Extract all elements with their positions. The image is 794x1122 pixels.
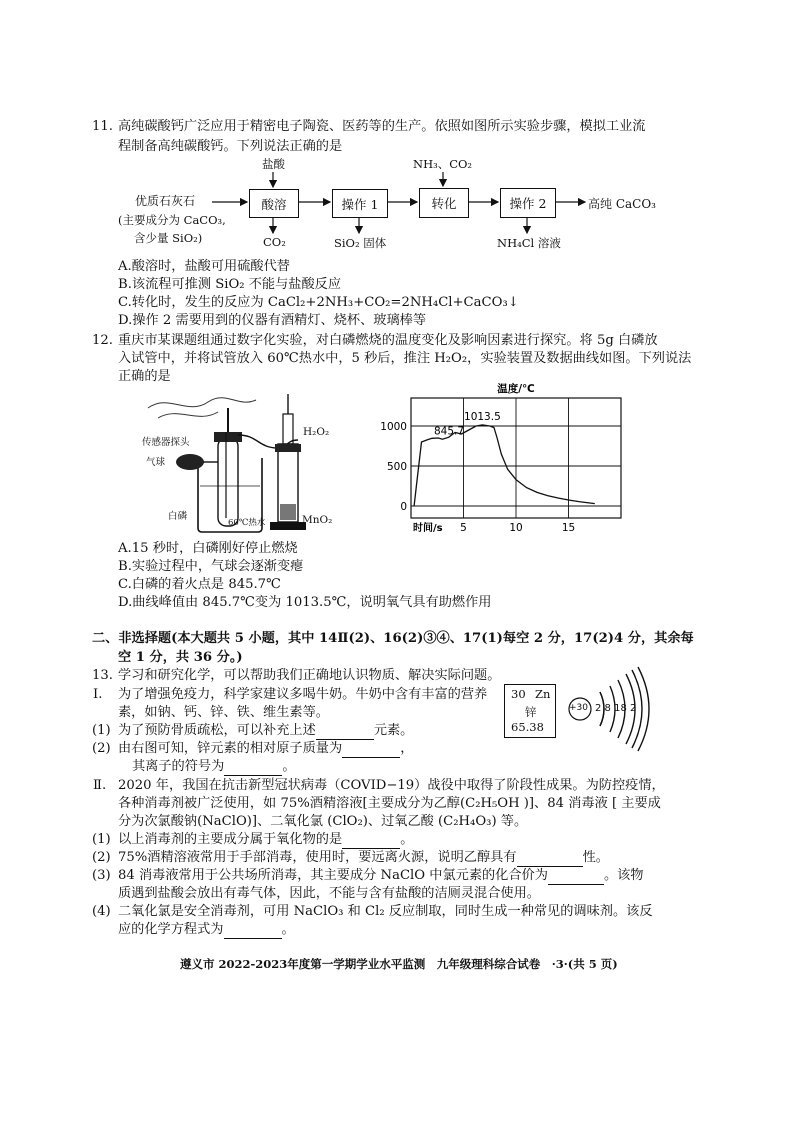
reagent-label: 盐酸 <box>262 157 285 171</box>
sub-question-text: 75%酒精溶液常用于手部消毒，使用时，要远离火源，说明乙醇具有 <box>118 850 517 865</box>
sub-question-text: 质遇到盐酸会放出有毒气体，因此，不能与含有盐酸的洁厕灵混合使用。 <box>118 886 540 901</box>
sub-question-number: (4) <box>92 904 111 919</box>
sub-question-number: (2) <box>92 741 111 756</box>
atomic-mass: 65.38 <box>511 720 544 734</box>
sub-question-text: 二氧化氯是安全消毒剂，可用 NaClO₃ 和 Cl₂ 反应制取，同时生成一种常见的调味剂。该反 <box>118 904 653 919</box>
product-label: NH₄Cl 溶液 <box>497 236 561 250</box>
sub-question-text: 由右图可知，锌元素的相对原子质量为 <box>118 741 343 756</box>
sub-question-number: (3) <box>92 868 111 883</box>
option-d: D.曲线峰值由 845.7℃变为 1013.5℃，说明氧气具有助燃作用 <box>118 595 492 610</box>
answer-blank[interactable] <box>548 870 604 885</box>
question-stem: 入试管中，并将试管放入 60℃热水中，5 秒后，推注 H₂O₂，实验装置及数据曲线如图。下列说法 <box>118 351 692 366</box>
phosphorus-label: 白磷 <box>168 511 188 522</box>
flow-step-label: 操作 2 <box>509 196 547 211</box>
sub-question-text: 性。 <box>582 850 609 865</box>
sub-question-text: 。该物 <box>603 868 644 883</box>
sub-question-number: (1) <box>92 832 111 847</box>
sub-question <box>132 758 296 776</box>
sub-question-text: 。 <box>400 832 414 847</box>
x-tick-label: 15 <box>561 522 576 534</box>
product-label: CO₂ <box>263 235 286 249</box>
part-text: 为了增强免疫力，科学家建议多喝牛奶。牛奶中含有丰富的营养 <box>118 687 488 702</box>
part-number: Ⅱ. <box>93 778 107 793</box>
part-text: 素，如钠、钙、锌、铁、维生素等。 <box>118 705 329 720</box>
flow-arrows <box>0 0 794 260</box>
element-name: 锌 <box>525 705 537 719</box>
part-text: 各种消毒剂被广泛使用，如 75%酒精溶液[主要成分为乙醇(C₂H₅OH )]、84 消毒液 [ 主要成 <box>118 796 661 811</box>
question-stem: 正确的是 <box>118 369 171 384</box>
sub-question-text: 。 <box>281 922 295 937</box>
section-heading: 二、非选择题(本大题共 5 小题，其中 14Ⅱ(2)、16(2)③④、17(1)每空 2 分，17(2)4 分，其余每 <box>92 631 694 646</box>
answer-blank[interactable] <box>224 761 282 776</box>
sub-question <box>118 722 413 740</box>
raw-material-note: 含少量 SiO₂) <box>134 231 203 245</box>
sub-question-number: (2) <box>92 850 111 865</box>
section-heading: 空 1 分，共 36 分。) <box>118 650 243 665</box>
part-text: 2020 年，我国在抗击新型冠状病毒（COVID−19）战役中取得了阶段性成果。为防控疫情， <box>118 778 665 793</box>
option-d: D.操作 2 需要用到的仪器有酒精灯、烧杯、玻璃棒等 <box>118 313 427 328</box>
water-label: 60℃热水 <box>228 518 266 528</box>
part-text: 分为次氯酸钠(NaClO)]、二氧化氯 (ClO₂)、过氧乙酸 (C₂H₄O₃) 等。 <box>118 814 528 829</box>
h2o2-label: H₂O₂ <box>303 426 330 438</box>
electron-shells: 2 8 18 2 <box>595 703 637 714</box>
peak-label: 845.7 <box>434 425 465 438</box>
answer-blank[interactable] <box>316 725 374 740</box>
part-number: Ⅰ. <box>93 687 103 702</box>
question-stem: 重庆市某课题组通过数字化实验，对白磷燃烧的温度变化及影响因素进行探究。将 5g 白磷放 <box>118 333 658 348</box>
y-tick-label: 0 <box>400 501 407 513</box>
sub-question-text: ， <box>400 741 414 756</box>
sub-question-text: 84 消毒液常用于公共场所消毒，其主要成分 NaClO 中氯元素的化合价为 <box>118 868 548 883</box>
question-stem: 高纯碳酸钙广泛应用于精密电子陶瓷、医药等的生产。依照如图所示实验步骤，模拟工业流 <box>118 119 646 134</box>
sub-question <box>118 740 413 758</box>
x-tick-label: 10 <box>509 522 523 534</box>
answer-blank[interactable] <box>224 924 282 939</box>
raw-material-note: (主要成分为 CaCO₃, <box>118 213 226 227</box>
answer-blank[interactable] <box>342 743 400 758</box>
option-c: C.白磷的着火点是 845.7℃ <box>118 577 281 592</box>
x-tick-label: 5 <box>460 522 467 534</box>
peak-label: 1013.5 <box>464 410 501 423</box>
sub-question-text: 应的化学方程式为 <box>118 922 224 937</box>
answer-blank[interactable] <box>517 852 583 867</box>
question-stem: 程制备高纯碳酸钙。下列说法正确的是 <box>118 139 343 154</box>
product-label: SiO₂ 固体 <box>334 236 387 250</box>
option-a: A.酸溶时，盐酸可用硫酸代替 <box>118 259 290 274</box>
sensor-label: 传感器探头 <box>142 437 190 448</box>
sub-question-text: 以上消毒剂的主要成分属于氧化物的是 <box>118 832 343 847</box>
temperature-chart <box>378 378 638 536</box>
element-symbol: Zn <box>535 687 551 701</box>
y-tick-label: 500 <box>386 461 407 473</box>
option-b: B.实验过程中，气球会逐渐变瘪 <box>118 559 304 574</box>
option-c: C.转化时，发生的反应为 CaCl₂+2NH₃+CO₂=2NH₄Cl+CaCO₃↓ <box>118 295 519 310</box>
sub-question <box>118 831 413 849</box>
sub-question <box>118 921 295 939</box>
x-axis-label: 时间/s <box>413 523 443 534</box>
final-product-label: 高纯 CaCO₃ <box>588 197 656 211</box>
answer-blank[interactable] <box>342 834 400 849</box>
page-footer: 遵义市 2022-2023年度第一学期学业水平监测 九年级理科综合试卷 ·3·(共 5 页) <box>180 957 618 971</box>
y-axis-label: 温度/℃ <box>497 383 535 395</box>
sub-question <box>118 867 644 885</box>
raw-material-label: 优质石灰石 <box>135 194 196 208</box>
flow-step-label: 操作 1 <box>341 196 379 212</box>
sub-question <box>118 849 609 867</box>
question-number: 11. <box>92 119 113 134</box>
sub-question-number: (1) <box>92 723 111 738</box>
reagent-label: NH₃、CO₂ <box>413 157 473 171</box>
flow-step-label: 酸溶 <box>261 196 287 212</box>
sub-question-text: 元素。 <box>373 723 414 738</box>
question-intro: 学习和研究化学，可以帮助我们正确地认识物质、解决实际问题。 <box>118 668 501 683</box>
atomic-number: 30 <box>511 687 526 701</box>
option-a: A.15 秒时，白磷刚好停止燃烧 <box>118 541 298 556</box>
question-number: 13. <box>92 668 113 683</box>
sub-question-text: 其离子的符号为 <box>132 759 225 774</box>
mno2-label: MnO₂ <box>302 514 333 526</box>
nucleus-charge: +30 <box>569 703 588 713</box>
option-b: B.该流程可推测 SiO₂ 不能与盐酸反应 <box>118 277 342 292</box>
flow-step-label: 转化 <box>431 196 457 211</box>
y-tick-label: 1000 <box>380 421 407 433</box>
question-number: 12. <box>92 333 113 348</box>
sub-question-text: 为了预防骨质疏松，可以补充上述 <box>118 723 316 738</box>
sub-question-text: 。 <box>282 759 296 774</box>
element-card <box>504 684 556 738</box>
balloon-label: 气球 <box>146 457 166 468</box>
